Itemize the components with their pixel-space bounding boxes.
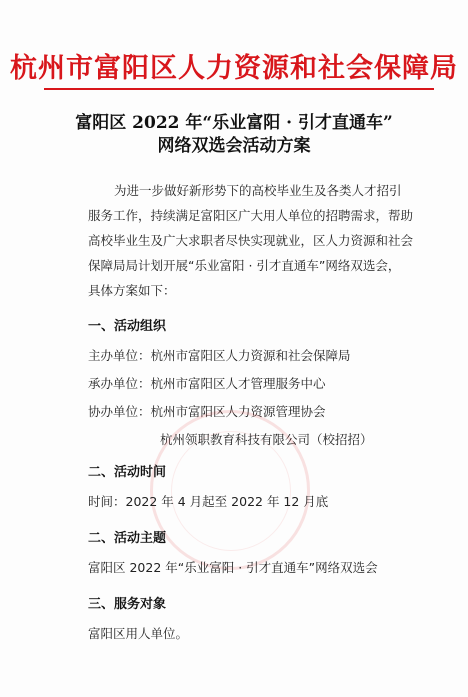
official-seal: [150, 410, 310, 570]
masthead-title: 杭州市富阳区人力资源和社会保障局: [10, 53, 458, 84]
section-heading-target: 三、服务对象: [88, 597, 167, 612]
coorganizer-unit: 协办单位：杭州市富阳区人力资源管理协会: [88, 404, 326, 419]
coorganizer-unit-2: 杭州领职教育科技有限公司（校招招）: [160, 432, 373, 447]
document-title-line1: 富阳区 2022 年“乐业富阳 · 引才直通车”: [75, 113, 393, 133]
intro-line: 保障局局计划开展“乐业富阳 · 引才直通车”网络双选会，: [88, 258, 401, 273]
intro-line: 为进一步做好新形势下的高校毕业生及各类人才招引: [114, 183, 402, 198]
intro-line: 服务工作，持续满足富阳区广大用人单位的招聘需求，帮助: [88, 208, 414, 223]
host-unit: 主办单位：杭州市富阳区人力资源和社会保障局: [88, 348, 351, 363]
section-heading-time: 二、活动时间: [88, 465, 167, 480]
section-heading-theme: 二、活动主题: [88, 531, 167, 546]
official-seal-inner-ring: [171, 431, 291, 551]
time-text: 时间：2022 年 4 月起至 2022 年 12 月底: [88, 494, 329, 509]
target-text: 富阳区用人单位。: [88, 626, 189, 641]
organizer-unit: 承办单位：杭州市富阳区人才管理服务中心: [88, 376, 326, 391]
document-title-line2: 网络双选会活动方案: [157, 136, 311, 156]
masthead-rule: [44, 88, 434, 90]
intro-line: 高校毕业生及广大求职者尽快实现就业，区人力资源和社会: [88, 233, 414, 248]
section-heading-organization: 一、活动组织: [88, 319, 167, 334]
intro-line: 具体方案如下：: [88, 283, 176, 298]
theme-text: 富阳区 2022 年“乐业富阳 · 引才直通车”网络双选会: [88, 560, 378, 575]
